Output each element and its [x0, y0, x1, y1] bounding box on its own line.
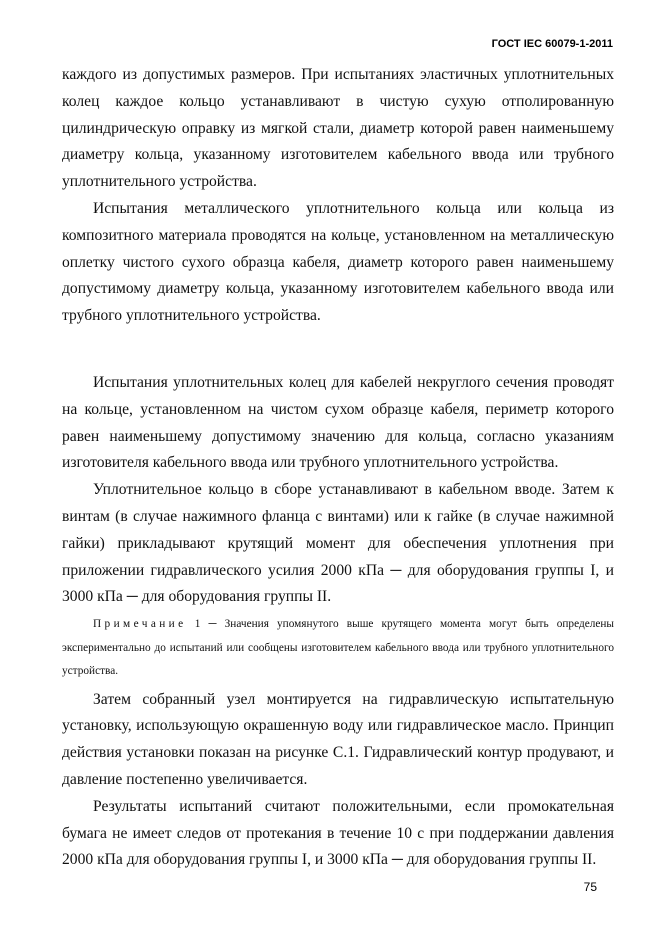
- standard-header: ГОСТ IEC 60079-1-2011: [491, 38, 613, 50]
- note-dash: ─: [208, 618, 217, 631]
- paragraph-6: Результаты испытаний считают положительными, если промокательная бумага не имеет следов от протекания в течение 10 с при поддержании давления 2000 кПа для оборудования группы I, и 3000 кПа ─ для оборудования группы II.: [62, 797, 614, 869]
- note-text: Значения упомянутого выше крутящего момента могут быть определены экспериментально до испытаний или сообщены изготовителем кабельного ввода или трубного уплотнительного устройства.: [62, 618, 614, 678]
- paragraph-5: Затем собранный узел монтируется на гидравлическую испытательную установку, использующую окрашенную воду или гидравлическое масло. Принцип действия установки показан на рисунке С.1. Гидравлический контур продувают, и давление постепенно увеличивается.: [62, 690, 614, 789]
- paragraph-4: Уплотнительное кольцо в сборе устанавливают в кабельном вводе. Затем к винтам (в случае нажимного фланца с винтами) или к гайке (в случае нажимной гайки) прикладывают крутящий момент для обеспечения уплотнения при приложении гидравлического усилия 2000 кПа ─ для оборудования группы I, и 3000 кПа ─ для оборудования группы II.: [62, 481, 614, 606]
- document-body: [62, 62, 614, 874]
- paragraph-1: каждого из допустимых размеров. При испытаниях эластичных уплотнительных колец каждое кольцо устанавливают в чистую сухую отполированную цилиндрическую оправку из мягкой стали, диаметр которой равен наименьшему диаметру кольца, указанному изготовителем кабельного ввода или трубного уплотнительного устройства.: [62, 66, 614, 191]
- paragraph-2: Испытания металлического уплотнительного кольца или кольца из композитного материала проводятся на кольце, установленном на металлическую оплетку чистого сухого образца кабеля, диаметр которого равен наименьшему допустимому диаметру кольца, указанному изготовителем кабельного ввода или трубного уплотнительного устройства.: [62, 199, 614, 325]
- note-number: 1: [194, 618, 201, 631]
- note-label: Примечание: [93, 618, 187, 631]
- note-1: [62, 613, 614, 684]
- paragraph-gap: [62, 330, 614, 370]
- paragraph-3: Испытания уплотнительных колец для кабелей некруглого сечения проводят на кольце, установленном на чистом сухом образце кабеля, периметр которого равен наименьшему допустимому значению для кольца, согласно указаниям изготовителя кабельного ввода или трубного уплотнительного устройства.: [62, 373, 614, 472]
- page-number: 75: [583, 880, 597, 894]
